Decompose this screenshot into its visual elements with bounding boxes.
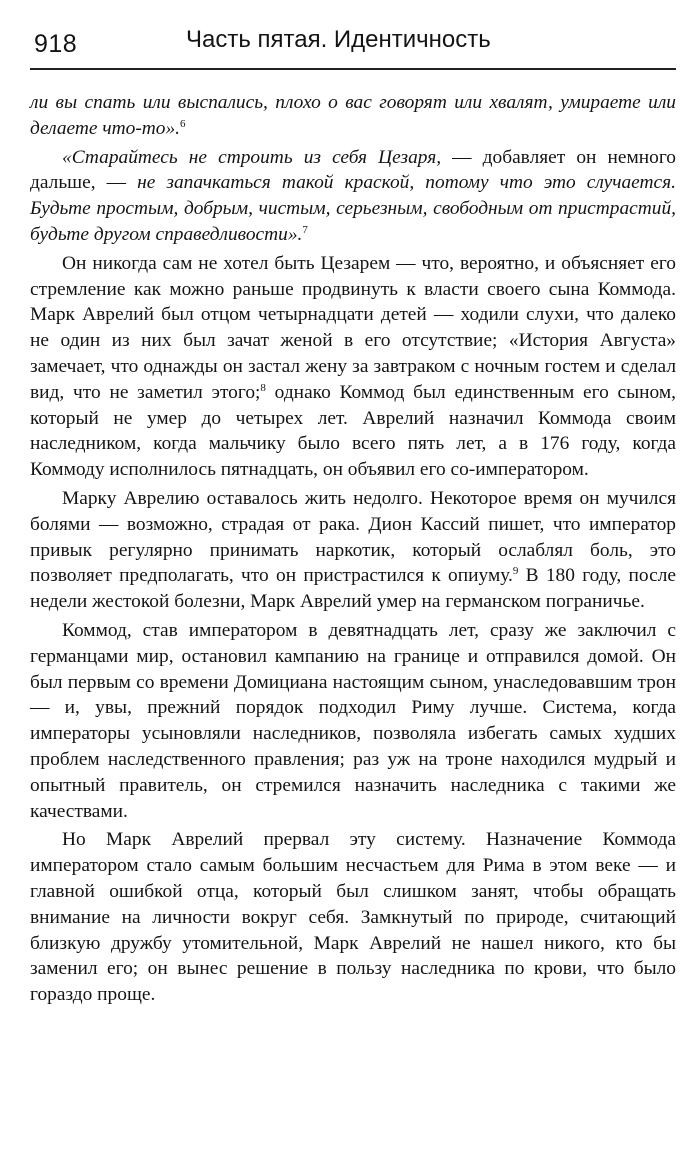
text-run: Марку Аврелию оставалось жить недолго. Некоторое время он мучился болями — возможно, страдая от рака. Дион Кассий пишет, что император привык регулярно принимать наркотик, который ослаблял боль, это позволяет предполагать, что он пристрастился к опиуму. [30, 487, 676, 587]
text-run: — добавляет он немного дальше, — [30, 146, 676, 194]
paragraph [30, 618, 676, 824]
footnote-marker: 7 [302, 223, 308, 236]
paragraph [30, 486, 676, 615]
paragraph [30, 251, 676, 483]
text-run: однако Коммод был единственным его сыном, который не умер до четырех лет. Аврелий назначил Коммода своим наследником, когда мальчику было всего пять лет, а в 176 году, когда Коммоду исполнилось пятнадцать, он объявил его со-императором. [30, 381, 677, 481]
paragraph [30, 145, 676, 248]
body-text [30, 90, 676, 1008]
page-header [28, 22, 674, 66]
italic-quote: ли вы спать или выспались, плохо о вас говорят или хвалят, умираете или делаете что-то». [30, 92, 676, 139]
page-number: 918 [34, 30, 78, 58]
text-run: Но Марк Аврелий прервал эту систему. Назначение Коммода императором стало самым большим несчастьем для Рима в этом веке — и главной ошибкой отца, который был слишком занят, чтобы обращать внимание на личности вокруг себя. Замкнутый по природе, считающий близкую дружбу утомительной, Марк Аврелий не нашел никого, кто бы заменил его; он вынес решение в пользу наследника по крови, что было гораздо проще. [30, 829, 676, 1006]
footnote-marker: 6 [180, 117, 186, 130]
footnote-marker: 9 [512, 565, 519, 578]
footnote-marker: 8 [260, 381, 266, 394]
paragraph [30, 90, 676, 142]
text-run: Коммод, став императором в девятнадцать лет, сразу же заключил с германцами мир, остановил кампанию на границе и отправился домой. Он был первым со времени Домициана настоящим сыном, унаследовавшим трон — и, увы, прежний порядок подходил Риму лучше. Система, когда императоры усыновляли наследников, позволяла избегать самых худших проблем наследственного правления; раз уж на троне находился мудрый и опытный правитель, он стремился назначить наследника с такими же качествами. [30, 619, 676, 822]
text-run: Он никогда сам не хотел быть Цезарем — что, вероятно, и объясняет его стремление как можно раньше продвинуть к власти своего сына Коммода. Марк Аврелий был отцом четырнадцати детей — ходили слухи, что далеко не один из них был зачат женой в его отсутствие; «История Августа» замечает, что однажды он застал жену за завтраком с ночным гостем и сделал вид, что не заметил этого; [30, 252, 676, 403]
paragraph [30, 827, 676, 1008]
text-run: В 180 году, после недели жестокой болезни, Марк Аврелий умер на германском пограничье. [30, 565, 676, 613]
running-head: Часть пятая. Идентичность [186, 26, 491, 53]
italic-quote: не запачкаться такой краской, потому что это случается. Будьте простым, добрым, чистым, серьезным, свободным от пристрастий, будьте другом справедливости». [30, 172, 676, 245]
header-rule [30, 68, 676, 70]
italic-quote: «Старайтесь не строить из себя Цезаря, [62, 146, 442, 168]
